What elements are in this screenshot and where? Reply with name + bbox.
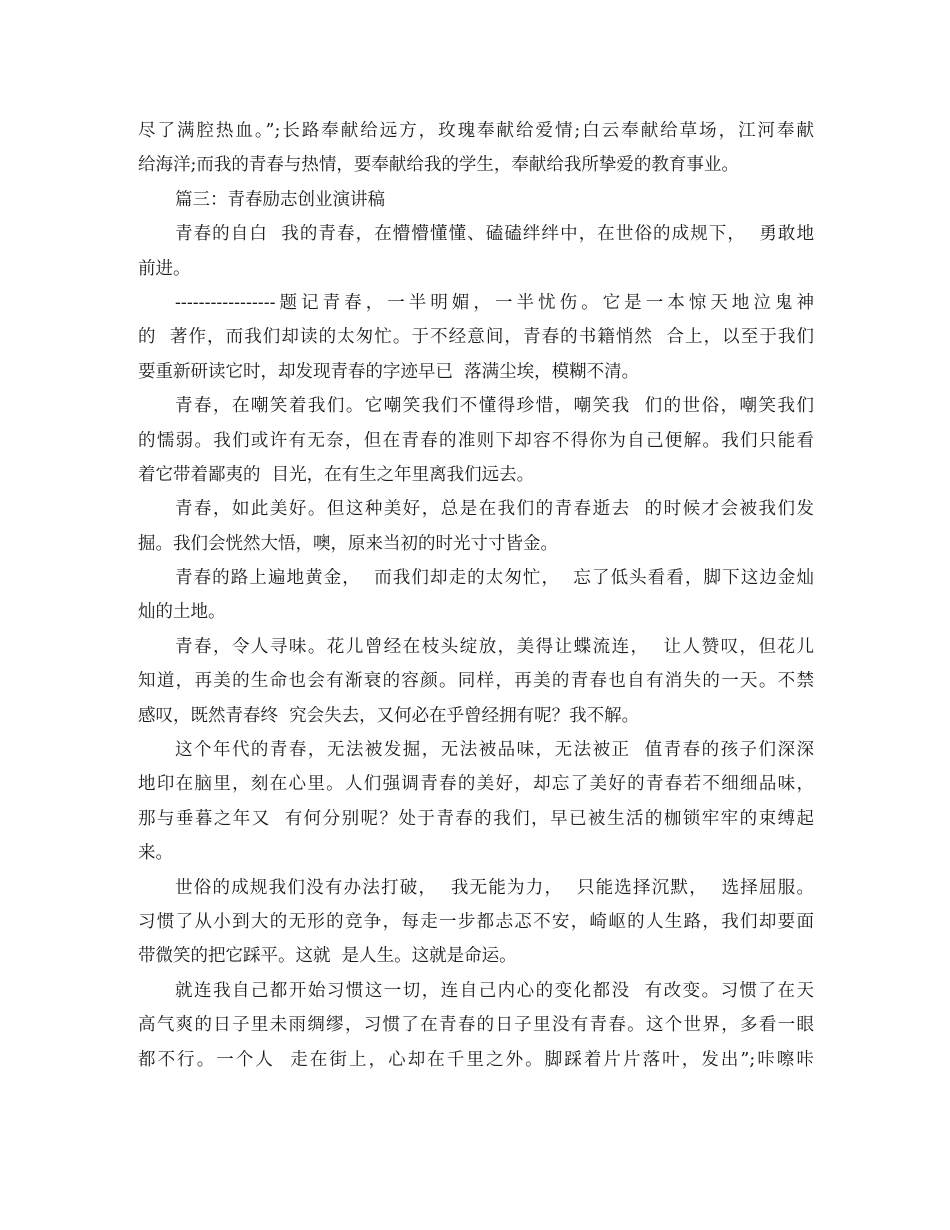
paragraph-first-line: 青春的自白 我的青春，在懵懵懂懂、磕磕绊绊中，在世俗的成规下， 勇敢地 <box>175 224 814 245</box>
text-line: 感叹，既然青春终 究会失去，又何必在乎曾经拥有呢？我不解。 <box>138 705 640 726</box>
text-line: 前进。 <box>138 258 191 279</box>
text-line: 给海洋;而我的青春与热情，要奉献给我的学生，奉献给我所挚爱的教育事业。 <box>138 155 739 176</box>
text-line: 的懦弱。我们或许有无奈，但在青春的准则下却容不得你为自己便解。我们只能看 <box>138 430 814 451</box>
text-line: 要重新研读它时，却发现青春的字迹早已 落满尘埃，模糊不清。 <box>138 361 640 382</box>
paragraph-first-line: 青春，在嘲笑着我们。它嘲笑我们不懂得珍惜，嘲笑我 们的世俗，嘲笑我们 <box>175 396 814 417</box>
text-line: 着它带着鄙夷的 目光，在有生之年里离我们远去。 <box>138 464 535 485</box>
paragraph-first-line: 就连我自己都开始习惯这一切，连自己内心的变化都没 有改变。习惯了在天 <box>175 980 814 1001</box>
text-line: 带微笑的把它踩平。这就 是人生。这就是命运。 <box>138 946 517 967</box>
paragraph-first-line: -----------------题记青春，一半明媚，一半忧伤。它是一本惊天地泣鬼神 <box>175 292 814 313</box>
paragraph-first-line: 青春的路上遍地黄金， 而我们却走的太匆忙， 忘了低头看看，脚下这边金灿 <box>175 568 814 589</box>
text-line: 的 著作，而我们却读的太匆忙。于不经意间，青春的书籍悄然 合上，以至于我们 <box>138 327 814 348</box>
text-line: 灿的土地。 <box>138 602 226 623</box>
paragraph-first-line: 世俗的成规我们没有办法打破， 我无能为力， 只能选择沉默， 选择屈服。 <box>175 877 814 898</box>
document-body <box>138 114 814 1077</box>
paragraph-first-line: 青春，令人寻味。花儿曾经在枝头绽放，美得让蝶流连， 让人赞叹，但花儿 <box>175 636 814 657</box>
text-line: 掘。我们会恍然大悟，噢，原来当初的时光寸寸皆金。 <box>138 533 558 554</box>
text-line: 都不行。一个人 走在街上，心却在千里之外。脚踩着片片落叶，发出”;咔嚓咔 <box>138 1049 814 1070</box>
text-line: 地印在脑里，刻在心里。人们强调青春的美好，却忘了美好的青春若不细细品味， <box>138 774 814 795</box>
text-line: 习惯了从小到大的无形的竞争，每走一步都忐忑不安，崎岖的人生路，我们却要面 <box>138 911 814 932</box>
paragraph-first-line: 这个年代的青春，无法被发掘，无法被品味，无法被正 值青春的孩子们深深 <box>175 740 814 761</box>
paragraph-first-line: 青春，如此美好。但这种美好，总是在我们的青春逝去 的时候才会被我们发 <box>175 499 814 520</box>
section-heading: 篇三：青春励志创业演讲稿 <box>175 189 385 210</box>
text-line: 来。 <box>138 843 173 864</box>
text-line: 那与垂暮之年又 有何分别呢？处于青春的我们，早已被生活的枷锁牢牢的束缚起 <box>138 808 814 829</box>
text-line: 高气爽的日子里未雨绸缪，习惯了在青春的日子里没有青春。这个世界，多看一眼 <box>138 1015 814 1036</box>
text-line: 尽了满腔热血。”;长路奉献给远方，玫瑰奉献给爱情;白云奉献给草场，江河奉献 <box>138 121 814 141</box>
text-line: 知道，再美的生命也会有渐衰的容颜。同样，再美的青春也自有消失的一天。不禁 <box>138 671 814 692</box>
